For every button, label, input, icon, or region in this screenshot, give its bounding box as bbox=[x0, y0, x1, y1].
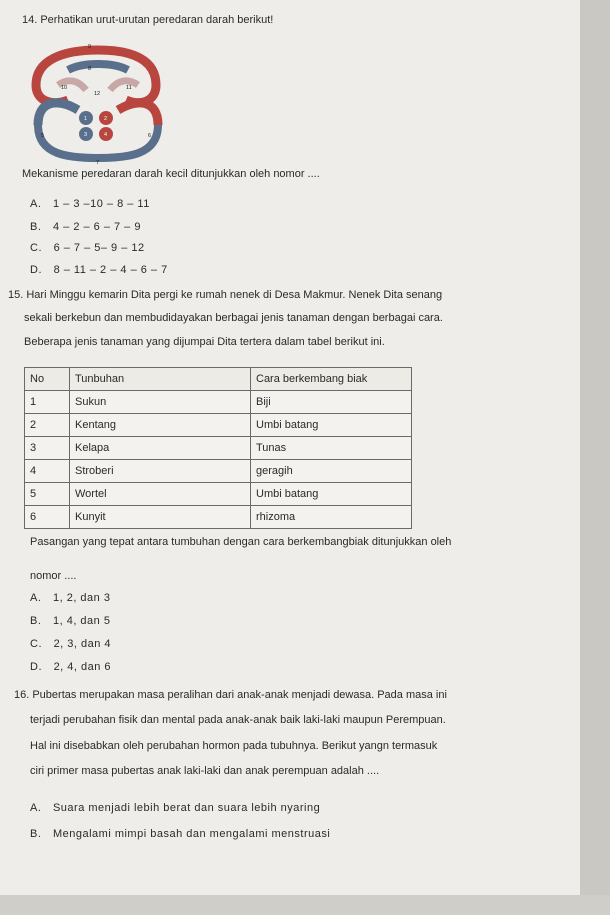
q14-option-d[interactable] bbox=[30, 264, 168, 276]
cell-method: geragih bbox=[251, 460, 412, 483]
page-edge-shadow bbox=[580, 0, 610, 915]
q15-option-c[interactable] bbox=[30, 638, 111, 650]
cell-method: rhizoma bbox=[251, 506, 412, 529]
cell-method: Biji bbox=[251, 391, 412, 414]
cell-plant: Stroberi bbox=[70, 460, 251, 483]
option-text: 1 – 3 –10 – 8 – 11 bbox=[52, 198, 150, 210]
q16-text-line-2: terjadi perubahan fisik dan mental pada anak-anak baik laki-laki maupun Perempuan. bbox=[30, 714, 446, 726]
option-letter: A. bbox=[30, 802, 42, 814]
cell-no: 3 bbox=[25, 437, 70, 460]
option-letter: B. bbox=[30, 615, 42, 627]
cell-plant: Kunyit bbox=[70, 506, 251, 529]
table-row bbox=[25, 483, 412, 506]
option-text: 2, 3, dan 4 bbox=[53, 638, 112, 650]
q14-option-a[interactable] bbox=[30, 198, 150, 210]
diagram-label-11: 11 bbox=[126, 85, 132, 91]
option-letter: C. bbox=[30, 242, 42, 254]
cell-no: 2 bbox=[25, 414, 70, 437]
option-letter: C. bbox=[30, 638, 42, 650]
cell-method: Tunas bbox=[251, 437, 412, 460]
cell-plant: Kentang bbox=[70, 414, 251, 437]
cell-no: 6 bbox=[25, 506, 70, 529]
option-letter: B. bbox=[30, 828, 42, 840]
cell-method: Umbi batang bbox=[251, 483, 412, 506]
diagram-label-7: 7 bbox=[96, 160, 100, 165]
header-cara: Cara berkembang biak bbox=[251, 368, 412, 391]
blood-circulation-diagram bbox=[28, 40, 168, 165]
q14-option-b[interactable] bbox=[30, 221, 141, 233]
table-row bbox=[25, 506, 412, 529]
option-text: 6 – 7 – 5– 9 – 12 bbox=[53, 242, 145, 254]
table-row bbox=[25, 437, 412, 460]
q16-text-line-4: ciri primer masa pubertas anak laki-laki dan anak perempuan adalah .... bbox=[30, 765, 380, 777]
option-letter: A. bbox=[30, 592, 42, 604]
option-text: 1, 2, dan 3 bbox=[52, 592, 111, 604]
q15-option-b[interactable] bbox=[30, 615, 110, 627]
option-letter: D. bbox=[30, 264, 42, 276]
option-text: 1, 4, dan 5 bbox=[52, 615, 111, 627]
cell-plant: Wortel bbox=[70, 483, 251, 506]
q14-option-c[interactable] bbox=[30, 242, 145, 254]
q15-text-line-2: sekali berkebun dan membudidayakan berbagai jenis tanaman dengan berbagai cara. bbox=[24, 312, 443, 324]
q16-text-line-1: 16. Pubertas merupakan masa peralihan dari anak-anak menjadi dewasa. Pada masa ini bbox=[14, 689, 447, 701]
option-letter: A. bbox=[30, 198, 42, 210]
diagram-vessels bbox=[36, 50, 158, 158]
option-text: Suara menjadi lebih berat dan suara lebih nyaring bbox=[52, 802, 321, 814]
header-tumbuhan: Tunbuhan bbox=[70, 368, 251, 391]
option-text: Mengalami mimpi basah dan mengalami menstruasi bbox=[52, 828, 331, 840]
q15-option-a[interactable] bbox=[30, 592, 110, 604]
cell-no: 4 bbox=[25, 460, 70, 483]
cell-plant: Kelapa bbox=[70, 437, 251, 460]
q14-title: 14. Perhatikan urut-urutan peredaran darah berikut! bbox=[22, 14, 274, 26]
table-header-row bbox=[25, 368, 412, 391]
q15-question-line-2: nomor .... bbox=[30, 570, 77, 582]
diagram-label-6: 6 bbox=[148, 133, 152, 139]
cell-no: 5 bbox=[25, 483, 70, 506]
option-text: 4 – 2 – 6 – 7 – 9 bbox=[52, 221, 141, 233]
q14-question: Mekanisme peredaran darah kecil ditunjukkan oleh nomor .... bbox=[22, 168, 320, 180]
page-bottom-shadow bbox=[0, 895, 610, 915]
diagram-label-4: 4 bbox=[104, 132, 108, 138]
cell-method: Umbi batang bbox=[251, 414, 412, 437]
diagram-label-3: 3 bbox=[84, 132, 88, 138]
table-row bbox=[25, 391, 412, 414]
table-row bbox=[25, 460, 412, 483]
diagram-label-2: 2 bbox=[104, 116, 108, 122]
header-no: No bbox=[25, 368, 70, 391]
cell-plant: Sukun bbox=[70, 391, 251, 414]
diagram-label-8: 8 bbox=[88, 66, 92, 72]
q15-option-d[interactable] bbox=[30, 661, 111, 673]
q15-question-line-1: Pasangan yang tepat antara tumbuhan dengan cara berkembangbiak ditunjukkan oleh bbox=[30, 536, 452, 548]
q15-text-line-3: Beberapa jenis tanaman yang dijumpai Dita tertera dalam tabel berikut ini. bbox=[24, 336, 385, 348]
diagram-label-5: 5 bbox=[41, 133, 45, 139]
cell-no: 1 bbox=[25, 391, 70, 414]
q16-text-line-3: Hal ini disebabkan oleh perubahan hormon pada tubuhnya. Berikut yangn termasuk bbox=[30, 740, 438, 752]
option-letter: D. bbox=[30, 661, 42, 673]
q16-option-a[interactable] bbox=[30, 802, 320, 814]
option-letter: B. bbox=[30, 221, 42, 233]
diagram-label-9: 9 bbox=[88, 44, 92, 50]
option-text: 8 – 11 – 2 – 4 – 6 – 7 bbox=[53, 264, 168, 276]
table-row bbox=[25, 414, 412, 437]
q15-text-line-1: 15. Hari Minggu kemarin Dita pergi ke rumah nenek di Desa Makmur. Nenek Dita senang bbox=[8, 289, 443, 301]
diagram-label-10: 10 bbox=[61, 85, 68, 91]
q16-option-b[interactable] bbox=[30, 828, 330, 840]
plant-reproduction-table bbox=[24, 367, 412, 529]
option-text: 2, 4, dan 6 bbox=[53, 661, 112, 673]
diagram-label-12: 12 bbox=[94, 91, 101, 97]
diagram-label-1: 1 bbox=[84, 116, 88, 122]
